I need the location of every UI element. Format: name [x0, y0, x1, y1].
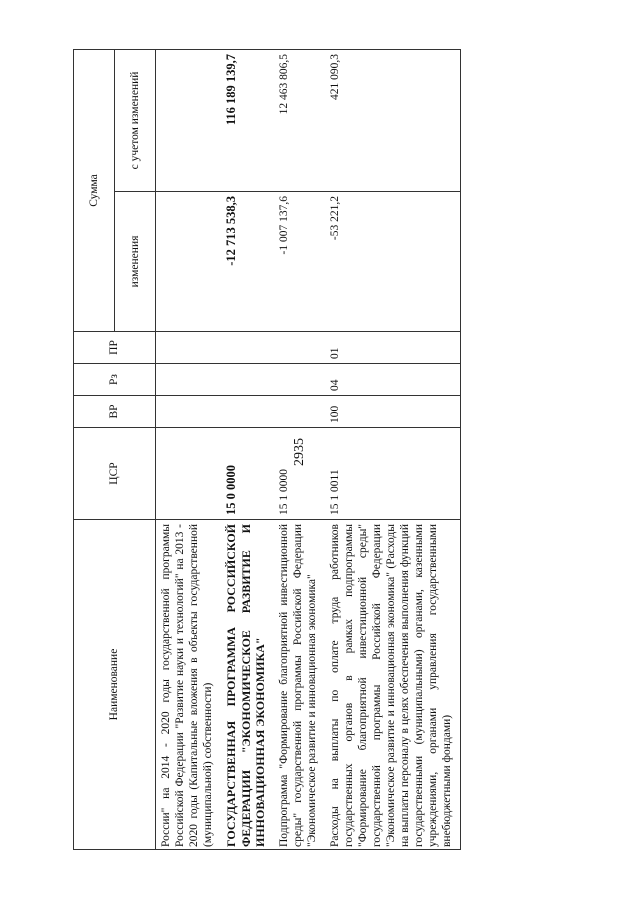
header-csr: ЦСР [74, 428, 156, 520]
budget-table-region [73, 50, 623, 850]
row-pr [274, 332, 325, 364]
row-csr: 15 1 0011 [325, 428, 461, 520]
row-name: России" на 2014 - 2020 годы государственной программы Российской Федерации "Развитие науки и технологий" на 2013 - 2020 годы (Капитальные вложения в объекты государственной (муниципальной) собственности) [156, 520, 222, 850]
row-rz [221, 364, 274, 396]
row-name: Расходы на выплаты по оплате труда работников государственных органов в рамках подпрограммы "Формирование благоприятной инвестиционной среды" государственной программы Российской Федерации "Экономическое развитие и инновационная экономика" (Расходы на выплаты персоналу в целях обеспечения выполнения функций государственными (муниципальными) органами, казенными учреждениями, органами управления государственными внебюджетными фондами) [325, 520, 461, 850]
row-rz [274, 364, 325, 396]
row-vr [274, 396, 325, 428]
header-sum: Сумма [74, 49, 115, 331]
row-vr: 100 [325, 396, 461, 428]
row-change: -1 007 137,6 [274, 192, 325, 332]
header-changes: изменения [115, 192, 156, 332]
row-change: -53 221,2 [325, 192, 461, 332]
row-total: 116 189 139,7 [221, 49, 274, 191]
row-change: -12 713 538,3 [221, 192, 274, 332]
row-vr [221, 396, 274, 428]
table-row [274, 49, 325, 849]
row-csr: 15 1 0000 [274, 428, 325, 520]
row-change [156, 192, 222, 332]
header-name: Наименование [74, 520, 156, 850]
row-name: Подпрограмма "Формирование благоприятной инвестиционной среды" государственной программы Российской Федерации "Экономическое развитие и инновационная экономика" [274, 520, 325, 850]
table-body [156, 49, 461, 849]
row-total: 421 090,3 [325, 49, 461, 191]
header-vr: ВР [74, 396, 156, 428]
header-pr: ПР [74, 332, 156, 364]
header-rz: Рз [74, 364, 156, 396]
row-name: ГОСУДАРСТВЕННАЯ ПРОГРАММА РОССИЙСКОЙ ФЕДЕРАЦИИ "ЭКОНОМИЧЕСКОЕ РАЗВИТИЕ И ИННОВАЦИОННАЯ ЭКОНОМИКА" [221, 520, 274, 850]
table-row [325, 49, 461, 849]
row-total [156, 49, 222, 191]
header-with-changes: с учетом изменений [115, 49, 156, 191]
page-number: 2935 [292, 438, 307, 466]
row-pr: 01 [325, 332, 461, 364]
rotated-table-frame [73, 50, 623, 850]
budget-table [73, 49, 461, 850]
row-rz: 04 [325, 364, 461, 396]
row-csr [156, 428, 222, 520]
table-row [156, 49, 222, 849]
row-rz [156, 364, 222, 396]
row-pr [156, 332, 222, 364]
row-pr [221, 332, 274, 364]
row-vr [156, 396, 222, 428]
table-header [74, 49, 156, 849]
table-row [221, 49, 274, 849]
row-csr: 15 0 0000 [221, 428, 274, 520]
row-total: 12 463 806,5 [274, 49, 325, 191]
